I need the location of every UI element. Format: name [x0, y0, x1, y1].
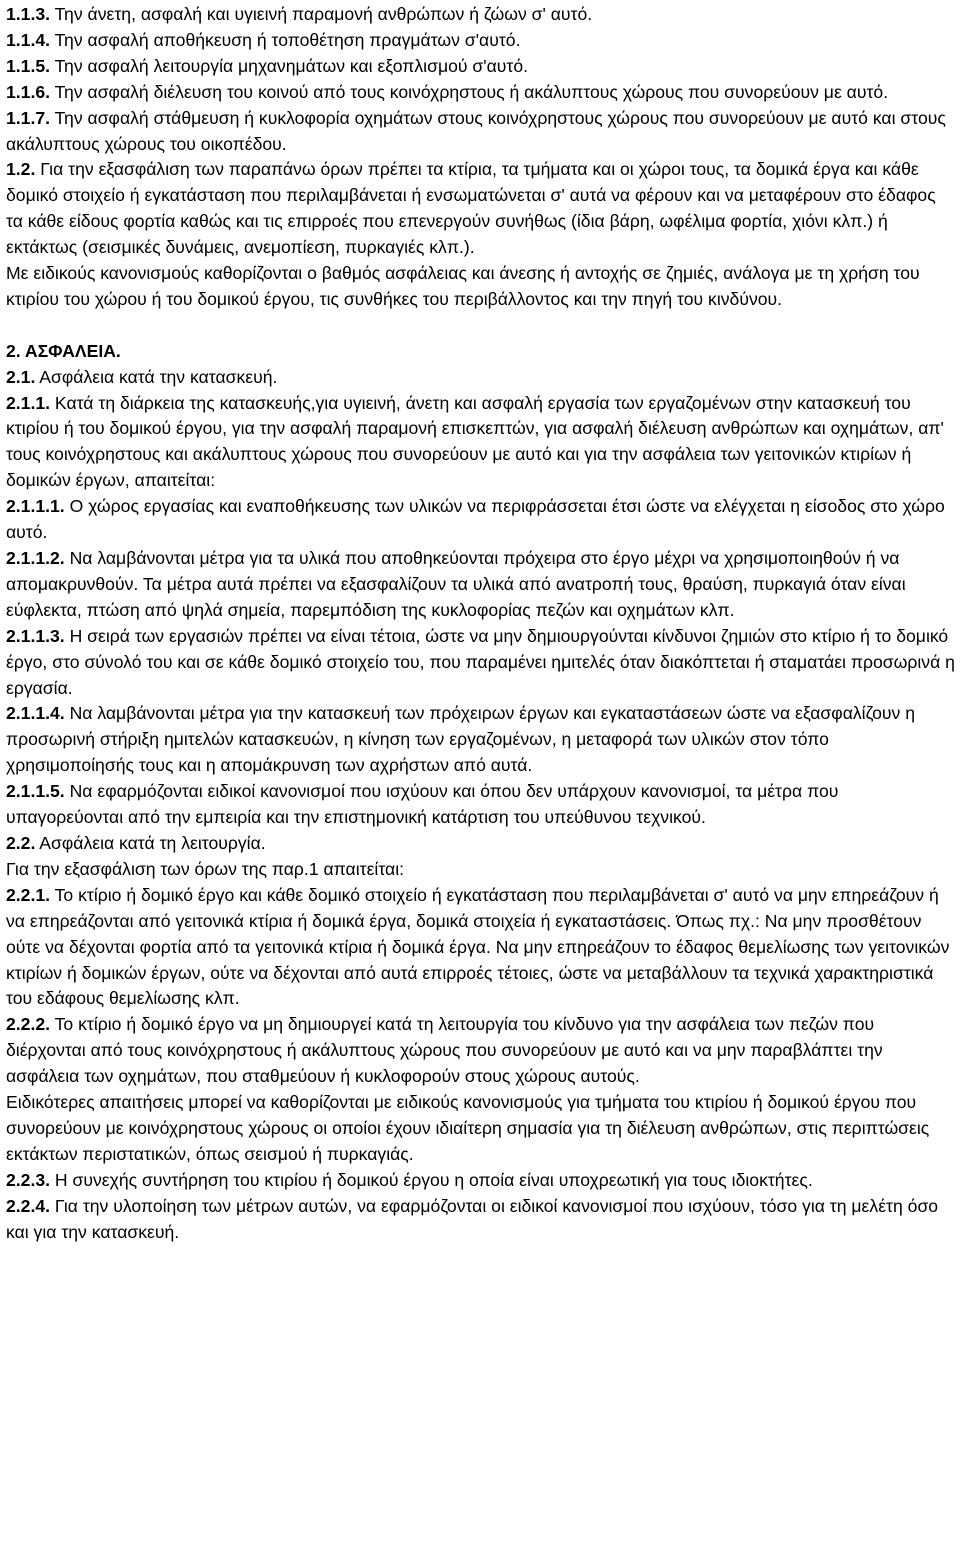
paragraph-number: 2. ΑΣΦΑΛΕΙΑ.: [6, 340, 121, 361]
body-paragraph: [6, 261, 956, 313]
paragraph-text: Για την υλοποίηση των μέτρων αυτών, να εφαρμόζονται οι ειδικοί κανονισμοί που ισχύουν, τόσο για τη μελέτη όσο και για την κατασκευή.: [6, 1195, 939, 1242]
numbered-paragraph: [6, 779, 956, 831]
paragraph-number: 2.2.4.: [6, 1195, 51, 1216]
body-paragraph: [6, 857, 956, 883]
numbered-paragraph: [6, 494, 956, 546]
paragraph-text: Την ασφαλή λειτουργία μηχανημάτων και εξοπλισμού σ'αυτό.: [50, 55, 529, 76]
numbered-paragraph: [6, 54, 956, 80]
paragraph-text: Να λαμβάνονται μέτρα για την κατασκευή των πρόχειρων έργων και εγκαταστάσεων ώστε να εξασφαλίζουν η προσωρινή στήριξη ημιτελών κατασκευών, η κίνηση των εργαζομένων, η μεταφορά των υλικών στον τόπο χρησιμοποίησής τους και η απομάκρυνση των αχρήστων από αυτά.: [6, 703, 916, 776]
paragraph-text: Ο χώρος εργασίας και εναποθήκευσης των υλικών να περιφράσσεται έτσι ώστε να ελέγχεται η είσοδος στο χώρο αυτό.: [6, 496, 945, 543]
paragraph-number: 1.1.4.: [6, 29, 51, 50]
paragraph-number: 2.2.2.: [6, 1014, 51, 1035]
numbered-paragraph: [6, 546, 956, 624]
numbered-paragraph: [6, 365, 956, 391]
numbered-paragraph: [6, 701, 956, 779]
body-paragraph: [6, 1090, 956, 1168]
numbered-paragraph: [6, 1012, 956, 1090]
numbered-paragraph: [6, 1168, 956, 1194]
numbered-paragraph: [6, 883, 956, 1013]
paragraph-text: Η σειρά των εργασιών πρέπει να είναι τέτοια, ώστε να μην δημιουργούνται κίνδυνοι ζημιών στο κτίριο ή το δομικό έργο, στο σύνολό του και σε κάθε δομικό στοιχείο του, που παραμένει ημιτελές όταν διακόπτεται ή σταματάει προσωρινά η εργασία.: [6, 625, 955, 698]
numbered-paragraph: [6, 28, 956, 54]
paragraph-text: Το κτίριο ή δομικό έργο να μη δημιουργεί κατά τη λειτουργία του κίνδυνο για την ασφάλεια των πεζών που διέρχονται από τους κοινόχρηστους ή ακάλυπτους χώρους που συνορεύουν με αυτό και να μην παραβλάπτει την ασφάλεια των οχημάτων, που σταθμεύουν ή κυκλοφορούν στους χώρους αυτούς.: [6, 1014, 883, 1087]
numbered-paragraph: [6, 2, 956, 28]
numbered-paragraph: [6, 80, 956, 106]
paragraph-text: Ασφάλεια κατά τη λειτουργία.: [35, 832, 266, 853]
document-page: [6, 2, 956, 1245]
numbered-paragraph: [6, 339, 956, 365]
numbered-paragraph: [6, 624, 956, 702]
paragraph-number: 2.2.3.: [6, 1169, 51, 1190]
numbered-paragraph: [6, 157, 956, 261]
paragraph-text: Την ασφαλή αποθήκευση ή τοποθέτηση πραγμάτων σ'αυτό.: [50, 29, 521, 50]
paragraph-text: Την ασφαλή διέλευση του κοινού από τους κοινόχρηστους ή ακάλυπτους χώρους που συνορεύουν με αυτό.: [50, 81, 889, 102]
numbered-paragraph: [6, 106, 956, 158]
paragraph-text: Για την εξασφάλιση των παραπάνω όρων πρέπει τα κτίρια, τα τμήματα και οι χώροι τους, τα δομικά έργα και κάθε δομικό στοιχείο ή εγκατάσταση που περιλαμβάνεται ή ενσωματώνεται σ' αυτά να φέρουν και να μεταφέρουν στο έδαφος τα κάθε είδους φορτία καθώς και τις επιρροές που επενεργούν συνήθως (ίδια βάρη, ωφέλιμα φορτία, χιόνι κλπ.) ή εκτάκτως (σεισμικές δυνάμεις, ανεμοπίεση, πυρκαγιές κλπ.).: [6, 159, 936, 258]
paragraph-number: 2.2.1.: [6, 884, 51, 905]
paragraph-number: 1.1.7.: [6, 107, 51, 128]
paragraph-number: 2.2.: [6, 832, 36, 853]
paragraph-number: 2.1.1.: [6, 392, 51, 413]
paragraph-text: Να λαμβάνονται μέτρα για τα υλικά που αποθηκεύονται πρόχειρα στο έργο μέχρι να χρησιμοποιηθούν ή να απομακρυνθούν. Τα μέτρα αυτά πρέπει να εξασφαλίζουν τα υλικά από ανατροπή τους, θραύση, πυρκαγιά όταν είναι εύφλεκτα, πτώση από ψηλά σημεία, παρεμπόδιση της κυκλοφορίας πεζών και οχημάτων κλπ.: [6, 548, 906, 620]
paragraph-text: Την ασφαλή στάθμευση ή κυκλοφορία οχημάτων στους κοινόχρηστους χώρους που συνορεύουν με αυτό και στους ακάλυπτους χώρους του οικοπέδου.: [6, 107, 946, 154]
paragraph-text: Κατά τη διάρκεια της κατασκευής,για υγιεινή, άνετη και ασφαλή εργασία των εργαζομένων στην κατασκευή του κτιρίου ή του δομικού έργου, για την ασφαλή παραμονή επισκεπτών, για ασφαλή διέλευση ανθρώπων και οχημάτων, απ' τους κοινόχρηστους και ακάλυπτους χώρους που συνορεύουν με αυτό και για την ασφάλεια των γειτονικών κτιρίων ή δομικών έργων, απαιτείται:: [6, 392, 944, 491]
paragraph-number: 2.1.1.3.: [6, 625, 65, 646]
paragraph-text: Με ειδικούς κανονισμούς καθορίζονται ο βαθμός ασφάλειας και άνεσης ή αντοχής σε ζημιές, ανάλογα με τη χρήση του κτιρίου του χώρου ή του δομικού έργου, τις συνθήκες του περιβάλλοντος και την πηγή του κινδύνου.: [6, 263, 920, 309]
paragraph-number: 2.1.: [6, 366, 36, 387]
paragraph-text: Το κτίριο ή δομικό έργο και κάθε δομικό στοιχείο ή εγκατάσταση που περιλαμβάνεται σ' αυτό να μην επηρεάζουν ή να επηρεάζονται από γειτονικά κτίρια ή δομικά έργα, δομικά στοιχεία ή εγκαταστάσεις. Όπως πχ.: Να μην προσθέτουν ούτε να δέχονται φορτία από τα γειτονικά κτίρια ή δομικά έργα. Να μην επηρεάζουν το έδαφος θεμελίωσης των γειτονικών κτιρίων ή δομικών έργων, ούτε να δέχονται από αυτά επιρροές τέτοιες, ώστε να μεταβάλλουν τα τεχνικά χαρακτηριστικά του εδάφους θεμελίωσης κλπ.: [6, 884, 950, 1009]
blank-line: [6, 313, 956, 339]
numbered-paragraph: [6, 1194, 956, 1246]
paragraph-text: Την άνετη, ασφαλή και υγιεινή παραμονή ανθρώπων ή ζώων σ' αυτό.: [50, 4, 593, 24]
paragraph-text: Για την εξασφάλιση των όρων της παρ.1 απαιτείται:: [6, 858, 404, 879]
numbered-paragraph: [6, 391, 956, 495]
paragraph-number: 1.1.5.: [6, 55, 51, 76]
paragraph-text: Ασφάλεια κατά την κατασκευή.: [35, 366, 278, 387]
paragraph-number: 1.1.3.: [6, 4, 51, 24]
numbered-paragraph: [6, 831, 956, 857]
paragraph-text: Ειδικότερες απαιτήσεις μπορεί να καθορίζονται με ειδικούς κανονισμούς για τμήματα του κτιρίου ή δομικού έργου που συνορεύουν με κοινόχρηστους χώρους οι οποίοι έχουν ιδιαίτερη σημασία για τη διέλευση ανθρώπων, στις περιπτώσεις εκτάκτων περιστατικών, όπως σεισμού ή πυρκαγιάς.: [6, 1092, 930, 1164]
paragraph-number: 2.1.1.1.: [6, 496, 65, 517]
paragraph-number: 1.2.: [6, 159, 36, 180]
paragraph-number: 2.1.1.4.: [6, 703, 65, 724]
paragraph-text: Να εφαρμόζονται ειδικοί κανονισμοί που ισχύουν και όπου δεν υπάρχουν κανονισμοί, τα μέτρα που υπαγορεύονται από την εμπειρία και την επιστημονική κατάρτιση του υπεύθυνου τεχνικού.: [6, 781, 839, 828]
paragraph-number: 2.1.1.2.: [6, 548, 65, 569]
paragraph-number: 1.1.6.: [6, 81, 51, 102]
paragraph-number: 2.1.1.5.: [6, 781, 65, 802]
paragraph-text: Η συνεχής συντήρηση του κτιρίου ή δομικού έργου η οποία είναι υποχρεωτική για τους ιδιοκτήτες.: [50, 1169, 813, 1190]
